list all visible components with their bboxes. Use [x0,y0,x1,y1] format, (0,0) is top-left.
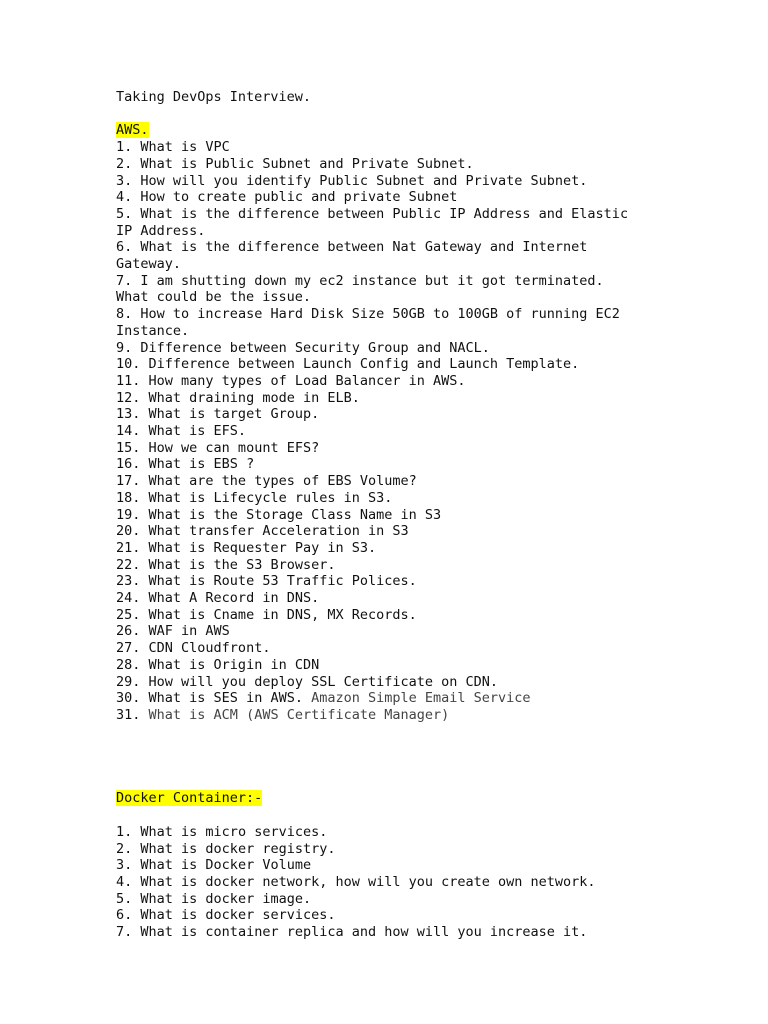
document-content [116,89,636,941]
spacer [116,774,636,791]
item-number: 5. [116,890,133,907]
spacer [116,106,636,123]
list-item [116,340,636,357]
item-number: 20. [116,523,141,540]
item-text: What A Record in DNS. [148,590,320,607]
item-text: Difference between Security Group and NACL. [140,339,490,356]
item-number: 23. [116,573,141,590]
item-number: 15. [116,439,141,456]
item-text: What is docker network, how will you create own network. [140,873,596,890]
list-item [116,523,636,540]
item-number: 17. [116,473,141,490]
list-item [116,573,636,590]
item-number: 18. [116,489,141,506]
list-item [116,690,636,707]
item-number: 21. [116,539,141,556]
item-number: 22. [116,556,141,573]
item-number: 6. [116,239,133,256]
item-number: 30. [116,690,141,707]
item-number: 2. [116,840,133,857]
list-item [116,590,636,607]
section-heading-docker: Docker Container:- [116,790,263,807]
list-item [116,640,636,657]
aws-question-list [116,139,636,724]
item-text: How will you identify Public Subnet and Private Subnet. [140,172,588,189]
item-text: What is docker services. [140,907,336,924]
list-item [116,206,636,239]
list-item [116,924,636,941]
item-note: What is ACM (AWS Certificate Manager) [148,707,450,723]
item-number: 19. [116,506,141,523]
spacer [116,740,636,757]
section-heading-aws: AWS. [116,122,149,139]
list-item [116,623,636,640]
item-text: How to create public and private Subnet [140,189,458,206]
item-number: 9. [116,339,133,356]
item-number: 31. [116,707,141,723]
list-item [116,490,636,507]
item-text: What is EFS. [148,423,247,440]
item-text: What is VPC [140,139,230,156]
list-item [116,907,636,924]
list-item [116,406,636,423]
item-text: What are the types of EBS Volume? [148,473,417,490]
list-item [116,273,636,306]
item-text: What is EBS ? [148,456,255,473]
item-text: What is target Group. [148,406,320,423]
item-text: What is docker registry. [140,840,336,857]
item-text: CDN Cloudfront. [148,640,271,657]
list-item [116,674,636,691]
list-item [116,841,636,858]
item-number: 1. [116,823,133,840]
item-number: 4. [116,189,133,206]
list-item [116,156,636,173]
item-text: What is the difference between Nat Gateway and Internet Gateway. [116,239,596,273]
list-item [116,390,636,407]
item-number: 4. [116,873,133,890]
item-text: What is Public Subnet and Private Subnet. [140,155,474,172]
item-text: What is docker image. [140,890,312,907]
section-aws [116,122,636,723]
spacer [116,757,636,774]
item-text: What is Docker Volume [140,857,312,874]
item-number: 26. [116,623,141,640]
list-item [116,189,636,206]
item-number: 1. [116,139,133,156]
item-number: 24. [116,590,141,607]
list-item [116,173,636,190]
item-text: What is container replica and how will you increase it. [140,924,588,941]
item-number: 5. [116,205,133,222]
list-item [116,239,636,272]
item-text: WAF in AWS [148,623,230,640]
document-title: Taking DevOps Interview. [116,89,312,105]
item-text: What is Requester Pay in S3. [148,539,377,556]
item-number: 3. [116,857,133,874]
list-item [116,874,636,891]
item-number: 7. [116,924,133,941]
list-item [116,373,636,390]
item-number: 27. [116,640,141,657]
spacer [116,724,636,741]
list-item [116,557,636,574]
list-item [116,356,636,373]
item-number: 2. [116,155,133,172]
list-item [116,891,636,908]
item-number: 25. [116,606,141,623]
item-text: How will you deploy SSL Certificate on CDN. [148,673,499,690]
item-number: 10. [116,356,141,373]
item-number: 29. [116,673,141,690]
item-text: What is the Storage Class Name in S3 [148,506,442,523]
item-text: Difference between Launch Config and Launch Template. [148,356,580,373]
list-item [116,607,636,624]
item-number: 13. [116,406,141,423]
item-number: 28. [116,656,141,673]
item-text: How we can mount EFS? [148,439,320,456]
item-number: 14. [116,423,141,440]
list-item [116,540,636,557]
item-number: 12. [116,389,141,406]
item-text: What is Route 53 Traffic Polices. [148,573,417,590]
item-text: What is Cname in DNS, MX Records. [148,606,417,623]
item-number: 7. [116,272,133,289]
item-text: What is the difference between Public IP Address and Elastic IP Address. [116,205,637,239]
list-item [116,456,636,473]
list-item [116,306,636,339]
item-text: How many types of Load Balancer in AWS. [148,372,466,389]
section-docker [116,790,636,940]
list-item [116,657,636,674]
item-note: Amazon Simple Email Service [311,690,531,707]
item-number: 8. [116,306,133,323]
item-text: What is Origin in CDN [148,656,320,673]
list-item [116,857,636,874]
item-number: 3. [116,172,133,189]
item-text: What is the S3 Browser. [148,556,336,573]
item-text: What is Lifecycle rules in S3. [148,489,393,506]
list-item [116,440,636,457]
list-item [116,423,636,440]
docker-question-list [116,824,636,941]
item-text: What draining mode in ELB. [148,389,360,406]
item-text: What is SES in AWS. [148,690,303,707]
list-item [116,473,636,490]
item-number: 11. [116,372,141,389]
item-text: I am shutting down my ec2 instance but it got terminated. What could be the issue. [116,272,612,306]
list-item [116,707,636,724]
item-text: How to increase Hard Disk Size 50GB to 100GB of running EC2 Instance. [116,306,629,339]
item-number: 16. [116,456,141,473]
list-item [116,139,636,156]
list-item [116,824,636,841]
item-text: What transfer Acceleration in S3 [148,523,409,540]
list-item [116,507,636,524]
item-number: 6. [116,907,133,924]
item-text: What is micro services. [140,823,328,840]
spacer [116,807,636,824]
